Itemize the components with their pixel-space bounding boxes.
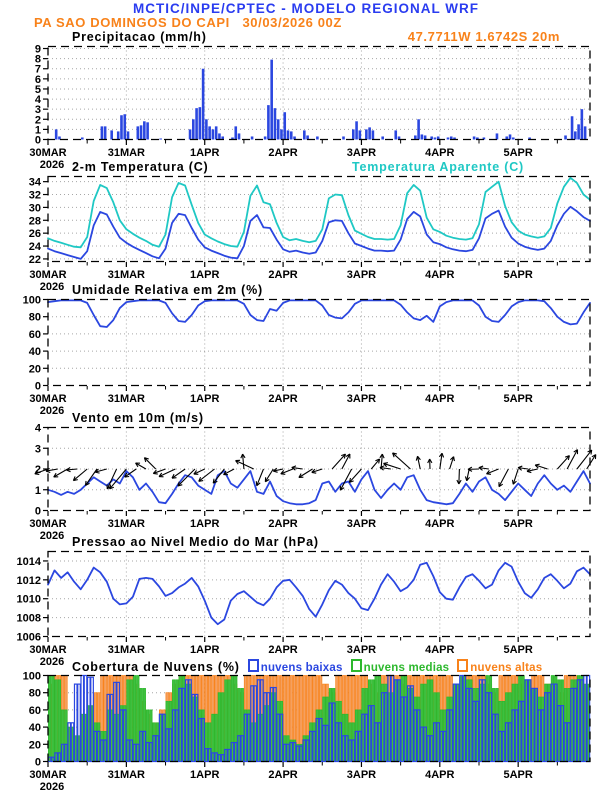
svg-text:0: 0 — [34, 756, 41, 769]
svg-text:5: 5 — [34, 83, 41, 96]
svg-text:3APR: 3APR — [346, 147, 377, 159]
svg-text:31MAR: 31MAR — [107, 644, 146, 656]
svg-text:30MAR: 30MAR — [29, 518, 67, 530]
svg-text:20: 20 — [28, 739, 41, 752]
svg-text:5APR: 5APR — [503, 147, 533, 159]
svg-text:1APR: 1APR — [190, 147, 220, 159]
svg-text:9: 9 — [34, 43, 41, 56]
legend-nuvens-baixas: nuvens baixas — [248, 659, 343, 674]
svg-text:28: 28 — [28, 215, 41, 228]
svg-text:80: 80 — [28, 687, 41, 700]
svg-text:5APR: 5APR — [503, 269, 533, 281]
svg-text:2026: 2026 — [39, 405, 65, 417]
svg-text:30MAR: 30MAR — [29, 393, 67, 405]
svg-text:1APR: 1APR — [190, 644, 220, 656]
svg-text:2026: 2026 — [39, 159, 65, 171]
svg-text:1: 1 — [34, 484, 41, 497]
svg-text:60: 60 — [28, 328, 41, 341]
svg-text:4APR: 4APR — [425, 518, 455, 530]
svg-text:30MAR: 30MAR — [29, 644, 67, 656]
svg-text:4APR: 4APR — [425, 644, 455, 656]
clouds-chart — [0, 670, 612, 792]
svg-text:5APR: 5APR — [503, 644, 533, 656]
svg-text:1APR: 1APR — [190, 518, 220, 530]
svg-text:4APR: 4APR — [425, 393, 455, 405]
svg-text:1014: 1014 — [16, 555, 41, 568]
svg-text:26: 26 — [28, 228, 41, 241]
location-coordinates: 47.7711W 1.6742S 20m — [407, 29, 560, 44]
green-square-icon — [351, 659, 362, 672]
svg-text:4: 4 — [34, 94, 41, 107]
svg-text:30: 30 — [28, 202, 41, 215]
temperature-chart — [0, 176, 612, 294]
svg-text:3: 3 — [34, 443, 41, 456]
svg-text:1006: 1006 — [16, 631, 41, 644]
svg-text:4APR: 4APR — [425, 269, 455, 281]
humidity-title: Umidade Relativa em 2m (%) — [72, 283, 263, 297]
legend-nuvens-medias: nuvens medias — [351, 659, 450, 674]
orange-square-icon — [457, 659, 468, 672]
svg-text:2: 2 — [34, 464, 41, 476]
svg-text:20: 20 — [28, 363, 41, 376]
svg-text:3APR: 3APR — [346, 644, 377, 656]
svg-text:24: 24 — [28, 241, 41, 254]
svg-text:2026: 2026 — [39, 656, 65, 668]
svg-text:5APR: 5APR — [503, 393, 533, 405]
svg-text:31MAR: 31MAR — [107, 769, 146, 781]
svg-text:1APR: 1APR — [190, 393, 220, 405]
svg-text:6: 6 — [34, 73, 41, 86]
svg-text:2026: 2026 — [39, 530, 65, 542]
svg-text:4APR: 4APR — [425, 769, 455, 781]
svg-text:2APR: 2APR — [268, 518, 298, 530]
svg-text:2APR: 2APR — [268, 147, 298, 159]
svg-text:30MAR: 30MAR — [29, 147, 67, 159]
svg-text:40: 40 — [28, 346, 41, 359]
svg-text:0: 0 — [34, 134, 41, 147]
svg-text:2APR: 2APR — [268, 393, 298, 405]
svg-text:2APR: 2APR — [268, 769, 298, 781]
blue-square-icon — [248, 659, 259, 672]
svg-text:3APR: 3APR — [346, 769, 377, 781]
svg-text:1008: 1008 — [16, 612, 41, 625]
precipitation-chart — [0, 43, 612, 172]
svg-text:5APR: 5APR — [503, 769, 533, 781]
svg-text:4APR: 4APR — [425, 147, 455, 159]
pressure-title: Pressao ao Nivel Medio do Mar (hPa) — [72, 535, 319, 549]
humidity-chart — [0, 294, 612, 418]
svg-text:3: 3 — [34, 104, 41, 117]
svg-text:100: 100 — [22, 670, 41, 683]
svg-text:0: 0 — [34, 380, 41, 393]
clouds-title-text: Cobertura de Nuvens (%) — [72, 660, 240, 674]
svg-text:31MAR: 31MAR — [107, 147, 146, 159]
svg-text:3APR: 3APR — [346, 393, 377, 405]
svg-text:2APR: 2APR — [268, 269, 298, 281]
svg-text:80: 80 — [28, 311, 41, 324]
svg-text:34: 34 — [28, 176, 41, 189]
svg-text:2026: 2026 — [39, 281, 65, 293]
svg-text:100: 100 — [22, 294, 41, 307]
legend-nuvens-altas: nuvens altas — [457, 659, 542, 674]
svg-text:40: 40 — [28, 722, 41, 735]
svg-text:32: 32 — [28, 189, 41, 202]
pressure-chart — [0, 551, 612, 669]
svg-text:31MAR: 31MAR — [107, 518, 146, 530]
page-title: MCTIC/INPE/CPTEC - MODELO REGIONAL WRF — [133, 1, 479, 16]
precipitation-title: Precipitacao (mm/h) — [72, 30, 207, 44]
svg-text:31MAR: 31MAR — [107, 269, 146, 281]
svg-text:2: 2 — [34, 114, 41, 127]
wind-chart — [0, 422, 612, 543]
svg-text:0: 0 — [34, 505, 41, 518]
svg-text:60: 60 — [28, 704, 41, 717]
station-title: PA SAO DOMINGOS DO CAPI 30/03/2026 00Z — [34, 15, 342, 30]
svg-text:30MAR: 30MAR — [29, 769, 67, 781]
svg-text:31MAR: 31MAR — [107, 393, 146, 405]
svg-text:5APR: 5APR — [503, 518, 533, 530]
svg-text:1APR: 1APR — [190, 769, 220, 781]
wind-title: Vento em 10m (m/s) — [72, 411, 204, 425]
svg-text:1APR: 1APR — [190, 269, 220, 281]
svg-text:4: 4 — [34, 422, 41, 435]
svg-text:2APR: 2APR — [268, 644, 298, 656]
temperature-title: 2-m Temperatura (C) — [72, 160, 209, 174]
svg-text:1010: 1010 — [16, 593, 41, 606]
clouds-title — [72, 659, 542, 674]
svg-text:3APR: 3APR — [346, 269, 377, 281]
svg-text:1012: 1012 — [16, 574, 41, 587]
svg-text:7: 7 — [34, 63, 41, 76]
svg-text:8: 8 — [34, 53, 41, 66]
apparent-temperature-title: Temperatura Aparente (C) — [352, 160, 525, 174]
svg-text:3APR: 3APR — [346, 518, 377, 530]
svg-text:2026: 2026 — [39, 781, 65, 792]
svg-text:22: 22 — [28, 253, 41, 266]
svg-text:1: 1 — [34, 124, 41, 137]
svg-text:30MAR: 30MAR — [29, 269, 67, 281]
